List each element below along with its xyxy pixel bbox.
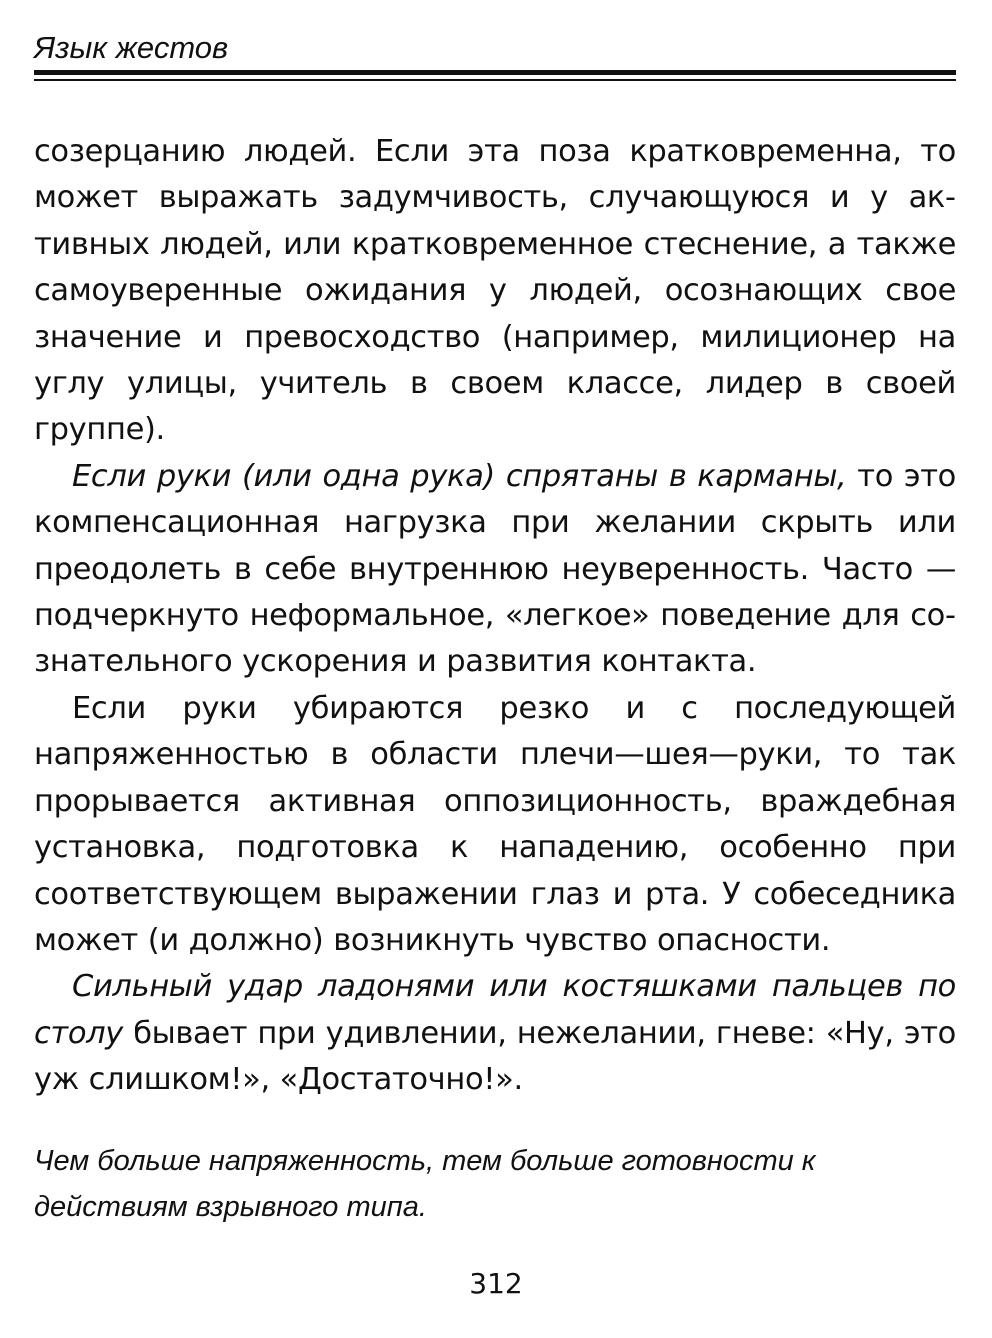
paragraph-4-rest: бывает при удивлении, нежелании, гневе: «Ну, это уж слишком!», «Достаточно!». bbox=[34, 1015, 956, 1098]
running-title: Язык жестов bbox=[34, 30, 229, 65]
body-text bbox=[34, 129, 956, 1104]
paragraph-4 bbox=[34, 964, 956, 1103]
header-rule-thick bbox=[34, 70, 956, 75]
page-number: 312 bbox=[469, 1267, 523, 1300]
paragraph-4-emphasis: Сильный удар ладонями или костяшками пальцев по столу bbox=[34, 969, 956, 1051]
paragraph-2-rest: то это компенсационная нагрузка при желании скрыть или преодолеть в себе внутреннюю неуверенность. Часто — подчеркнуто неформальное, «легкое» поведение для сознательного ускорения и развития контакта. bbox=[34, 458, 956, 680]
header-rule-thin bbox=[34, 79, 956, 81]
paragraph-2-emphasis: Если руки (или одна рука) спрятаны в карманы, bbox=[72, 458, 847, 494]
callout-quote bbox=[34, 1138, 956, 1230]
paragraph-2 bbox=[34, 454, 956, 686]
callout-text: Чем больше напряженность, тем больше готовности к действиям взрывного типа. bbox=[34, 1145, 816, 1223]
paragraph-3: Если руки убираются резко и с последующей напряженностью в области плечи—шея—руки, то так прорывается активная оппозиционность, враждебная установка, подготовка к нападению, особенно при соответствующем выражении глаз и рта. У собеседника может (и должно) возникнуть чувство опасности. bbox=[34, 690, 956, 958]
paragraph-1: созерцанию людей. Если эта поза кратковременна, то может выражать задумчивость, случающуюся и у активных людей, или кратковременное стеснение, а также самоуверенные ожидания у людей, осознающих свое значение и превосходство (например, милиционер на углу улицы, учитель в своем классе, лидер в своей группе). bbox=[34, 134, 956, 448]
